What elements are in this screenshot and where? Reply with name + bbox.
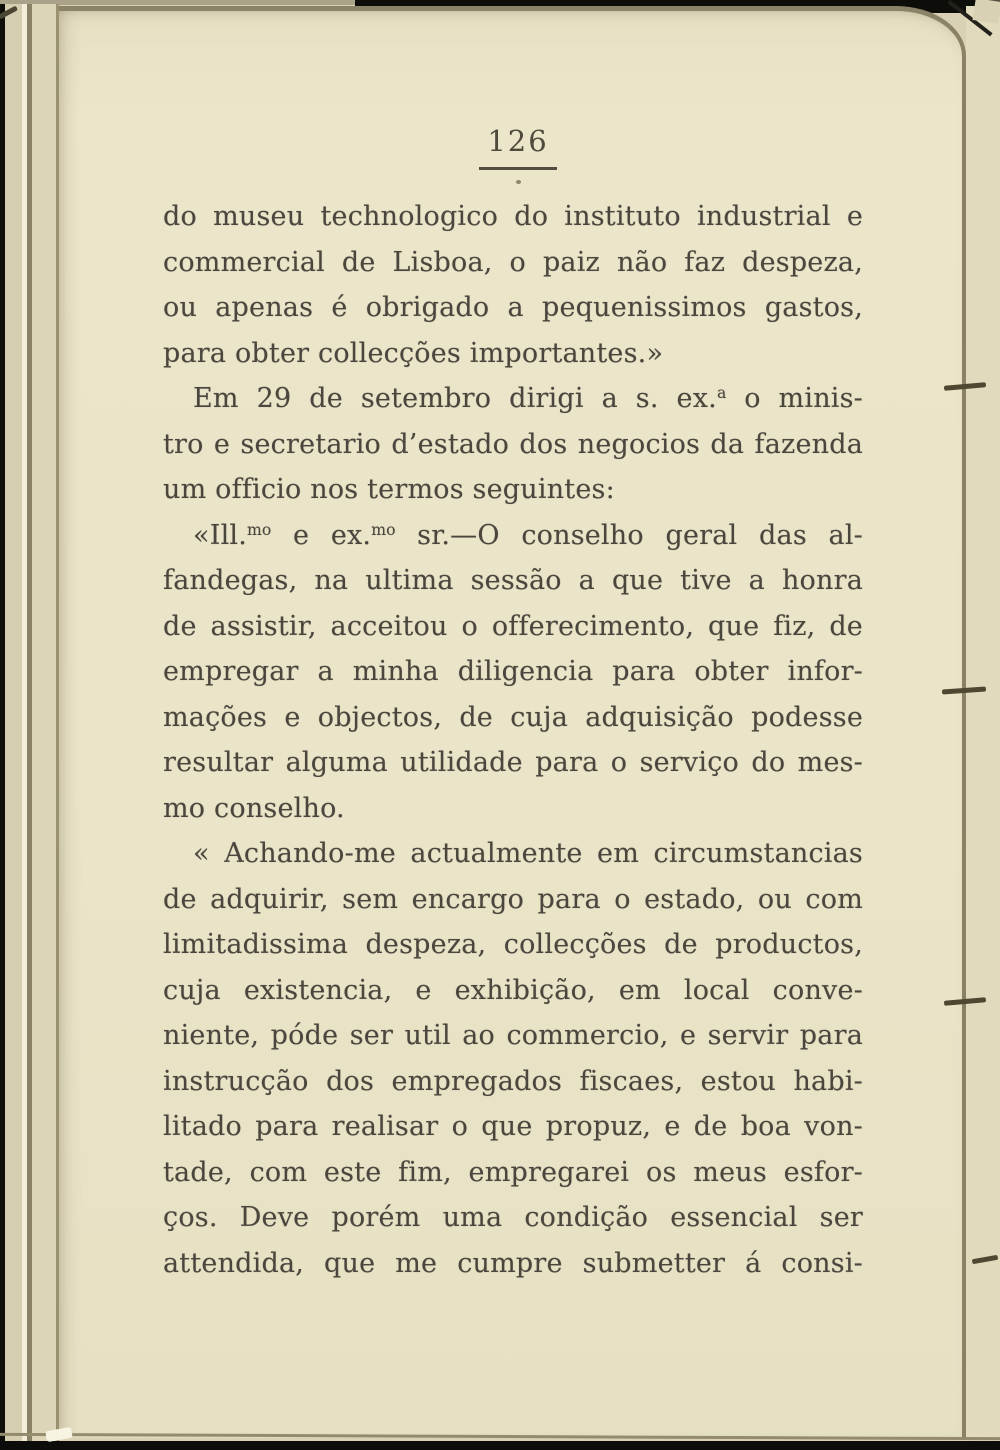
text-line	[163, 376, 863, 422]
text-segment: empregar a minha diligencia para obter infor-	[163, 656, 863, 687]
text-line	[163, 604, 863, 650]
text-line	[163, 331, 863, 377]
text-segment: do museu technologico do instituto industrial e	[163, 201, 863, 232]
text-segment: Em 29 de setembro dirigi a s. ex.	[193, 383, 717, 414]
text-segment: um officio nos termos seguintes:	[163, 474, 615, 505]
text-line	[163, 422, 863, 468]
page-text	[163, 194, 863, 1286]
text-line	[163, 1104, 863, 1150]
text-segment: cuja existencia, e exhibição, em local conve-	[163, 974, 863, 1006]
text-line	[163, 922, 863, 968]
text-line	[163, 1241, 863, 1287]
text-segment: ços. Deve porém uma condição essencial ser	[163, 1202, 863, 1233]
text-segment: niente, póde ser util ao commercio, e servir para	[163, 1020, 863, 1051]
superscript: a	[716, 383, 727, 403]
text-line	[163, 831, 863, 877]
text-line	[163, 513, 863, 559]
text-segment: o minis-	[726, 383, 863, 414]
page-number-rule	[479, 167, 557, 170]
page-stack-edge	[32, 4, 56, 1442]
text-segment: commercial de Lisboa, o paiz não faz despeza,	[163, 246, 863, 278]
text-line	[163, 1059, 863, 1105]
text-segment: de adquirir, sem encargo para o estado, ou com	[163, 883, 863, 915]
text-segment: «Ill.	[193, 519, 248, 551]
text-segment: tade, com este fim, empregarei os meus esfor-	[163, 1156, 863, 1188]
page-number: 126	[487, 124, 549, 158]
text-segment: instrucção dos empregados fiscaes, estou habi-	[163, 1065, 863, 1097]
text-line	[163, 968, 863, 1014]
text-segment: litado para realisar o que propuz, e de boa von-	[163, 1111, 863, 1142]
superscript: mo	[371, 519, 396, 539]
text-segment: resultar alguma utilidade para o serviço do mes-	[163, 747, 863, 778]
text-segment: tro e secretario d’estado dos negocios da fazenda	[163, 428, 863, 460]
text-segment: limitadissima despeza, collecções de productos,	[163, 929, 863, 960]
text-segment: para obter collecções importantes.»	[163, 337, 664, 369]
text-line	[163, 695, 863, 741]
text-segment: mações e objectos, de cuja adquisição podesse	[163, 701, 863, 733]
text-line	[163, 1150, 863, 1196]
text-line	[163, 285, 863, 331]
text-line	[163, 786, 863, 832]
text-line	[163, 649, 863, 695]
text-segment: de assistir, acceitou o offerecimento, que fiz, de	[163, 610, 863, 642]
text-segment: e ex.	[271, 519, 372, 551]
page-corner	[972, 0, 1000, 24]
text-segment: fandegas, na ultima sessão a que tive a honra	[163, 565, 863, 596]
text-line	[163, 1195, 863, 1241]
text-line	[163, 558, 863, 604]
text-segment: attendida, que me cumpre submetter á consi-	[163, 1247, 863, 1279]
text-line	[163, 877, 863, 923]
text-line	[163, 467, 863, 513]
scan-speck	[516, 180, 521, 184]
adjacent-page-edge	[966, 6, 1000, 1438]
text-line	[163, 240, 863, 286]
text-line	[163, 1013, 863, 1059]
text-line	[163, 194, 863, 240]
superscript: mo	[247, 519, 272, 539]
text-segment: mo conselho.	[163, 792, 345, 824]
text-segment: « Achando-me actualmente em circumstancias	[193, 838, 863, 869]
text-segment: sr.—O conselho geral das al-	[395, 519, 863, 551]
page-stack-edge	[5, 4, 22, 1442]
text-line	[163, 740, 863, 786]
text-segment: ou apenas é obrigado a pequenissimos gastos,	[163, 292, 863, 323]
page-header	[168, 124, 868, 184]
scan-background-bottom	[0, 1441, 1000, 1450]
